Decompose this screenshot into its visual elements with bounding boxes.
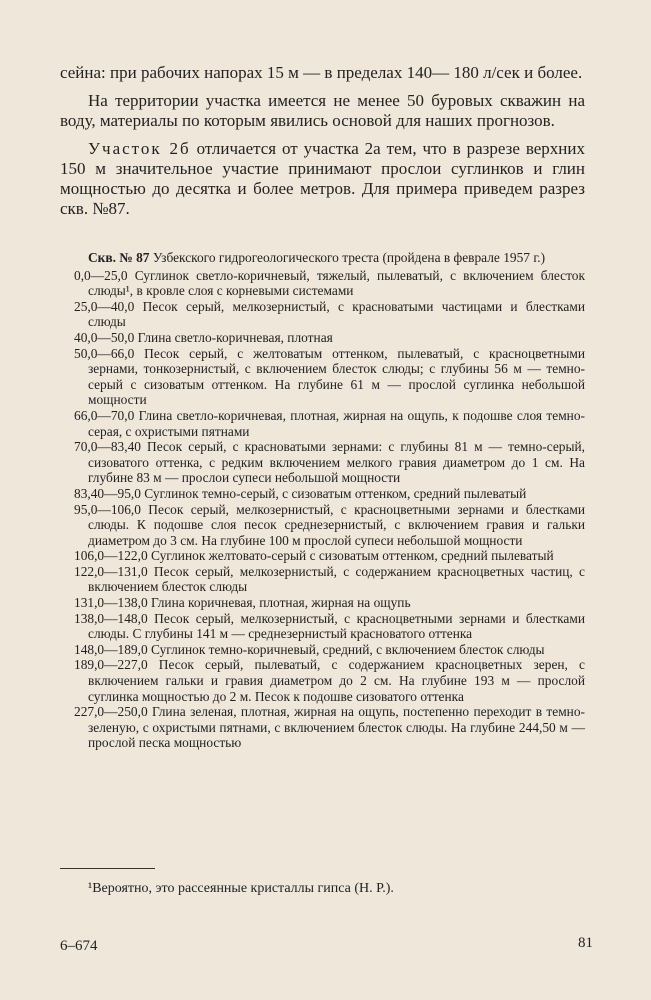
- layer-depth: 40,0—50,0: [74, 329, 135, 345]
- layer-row: [60, 704, 585, 751]
- printer-signature: 6–674: [60, 938, 98, 954]
- borehole-section: [60, 250, 585, 751]
- intro-text: [60, 63, 585, 219]
- layer-row: [60, 611, 585, 642]
- layer-description: Песок серый, с красноватыми зернами: с глубины 81 м — темно-серый, сизоватого оттенка, с редким включением мелкого гравия диаметром до 1 см. На глубине 83 м — прослои супеси небольшой мощности: [88, 439, 585, 486]
- footnote: ¹Вероятно, это рассеянные кристаллы гипса (Н. Р.).: [88, 881, 394, 896]
- section-name: Участок 2б: [88, 139, 191, 158]
- layer-list: [60, 268, 585, 751]
- layer-row: [60, 268, 585, 299]
- layer-depth: 70,0—83,40: [74, 439, 141, 455]
- layer-depth: 25,0—40,0: [74, 298, 135, 314]
- layer-depth: 106,0—122,0: [74, 548, 148, 564]
- layer-depth: 138,0—148,0: [74, 610, 148, 626]
- layer-row: [60, 330, 585, 346]
- layer-depth: 122,0—131,0: [74, 563, 148, 579]
- layer-description: Песок серый, пылеватый, с содержанием красноцветных зерен, с включением гальки и гравия диаметром до 2 см. На глубине 193 м — прослой суглинка мощностью до 2 м. Песок к подошве сизоватого оттенка: [88, 657, 585, 704]
- layer-row: [60, 595, 585, 611]
- layer-row: [60, 486, 585, 502]
- layer-description: Суглинок темно-серый, с сизоватым оттенком, средний пылеватый: [140, 485, 527, 501]
- layer-row: [60, 439, 585, 486]
- layer-row: [60, 642, 585, 658]
- paragraph-2: На территории участка имеется не менее 50 буровых скважин на воду, материалы по которым явились основой для наших прогнозов.: [60, 91, 585, 130]
- layer-depth: 83,40—95,0: [74, 485, 141, 501]
- page-number: 81: [578, 935, 593, 951]
- layer-description: Песок серый, мелкозернистый, с содержанием красноцветных частиц, с включением блесток слюды: [88, 563, 585, 595]
- paragraph-3: [60, 139, 585, 219]
- layer-row: [60, 564, 585, 595]
- paragraph-3-rest: отличается от участка 2а тем, что в разрезе верхних 150 м значительное участие принимают прослои суглинков и глин мощностью до десятка и более метров. Для примера приведем разрез скв. №87.: [60, 139, 585, 218]
- layer-row: [60, 299, 585, 330]
- layer-row: [60, 408, 585, 439]
- footnote-divider: [60, 868, 155, 869]
- layer-description: Глина светло-коричневая, плотная: [134, 329, 333, 345]
- layer-description: Глина зеленая, плотная, жирная на ощупь, постепенно переходит в темно-зеленую, с охристыми пятнами, с включением блесток слюды. На глубине 244,50 м — прослой песка мощностью: [88, 704, 585, 751]
- layer-depth: 148,0—189,0: [74, 641, 148, 657]
- borehole-subtitle: Узбекского гидрогеологического треста (пройдена в феврале 1957 г.): [149, 250, 546, 265]
- borehole-title: Скв. № 87: [88, 250, 150, 265]
- layer-depth: 131,0—138,0: [74, 595, 148, 611]
- layer-row: [60, 502, 585, 549]
- layer-row: [60, 346, 585, 408]
- layer-depth: 95,0—106,0: [74, 501, 141, 517]
- layer-row: [60, 548, 585, 564]
- layer-description: Песок серый, мелкозернистый, с красноватыми частицами и блестками слюды: [88, 298, 585, 330]
- layer-description: Суглинок желтовато-серый с сизоватым оттенком, средний пылеватый: [147, 548, 554, 564]
- layer-description: Глина коричневая, плотная, жирная на ощупь: [147, 595, 411, 611]
- layer-depth: 227,0—250,0: [74, 704, 148, 720]
- layer-depth: 50,0—66,0: [74, 345, 135, 361]
- layer-description: Суглинок темно-коричневый, средний, с включением блесток слюды: [147, 641, 545, 657]
- paragraph-1: сейна: при рабочих напорах 15 м — в пределах 140— 180 л/сек и более.: [60, 63, 583, 82]
- layer-depth: 189,0—227,0: [74, 657, 148, 673]
- layer-description: Песок серый, мелкозернистый, с красноцветными зернами и блестками слюды. К подошве слоя песок среднезернистый, с включением гравия и гальки диаметром до 3 см. На глубине 100 м прослой супеси небольшой мощности: [88, 501, 585, 548]
- layer-description: Песок серый, мелкозернистый, с красноцветными зернами и блестками слюды. С глубины 141 м — среднезернистый красноватого оттенка: [88, 610, 585, 642]
- layer-row: [60, 657, 585, 704]
- layer-depth: 66,0—70,0: [74, 407, 135, 423]
- borehole-heading: [60, 250, 585, 266]
- layer-depth: 0,0—25,0: [74, 267, 128, 283]
- layer-description: Суглинок светло-коричневый, тяжелый, пылеватый, с включением блесток слюды¹, в кровле слоя с корневыми системами: [88, 267, 585, 299]
- layer-description: Песок серый, с желтоватым оттенком, пылеватый, с красноцветными зернами, тонкозернистый, с включением блесток слюды; с глубины 56 м — темно-серый с сизоватым оттенком. На глубине 61 м — прослой суглинка небольшой мощности: [88, 345, 585, 408]
- layer-description: Глина светло-коричневая, плотная, жирная на ощупь, к подошве слоя темно-серая, с охристыми пятнами: [88, 407, 585, 439]
